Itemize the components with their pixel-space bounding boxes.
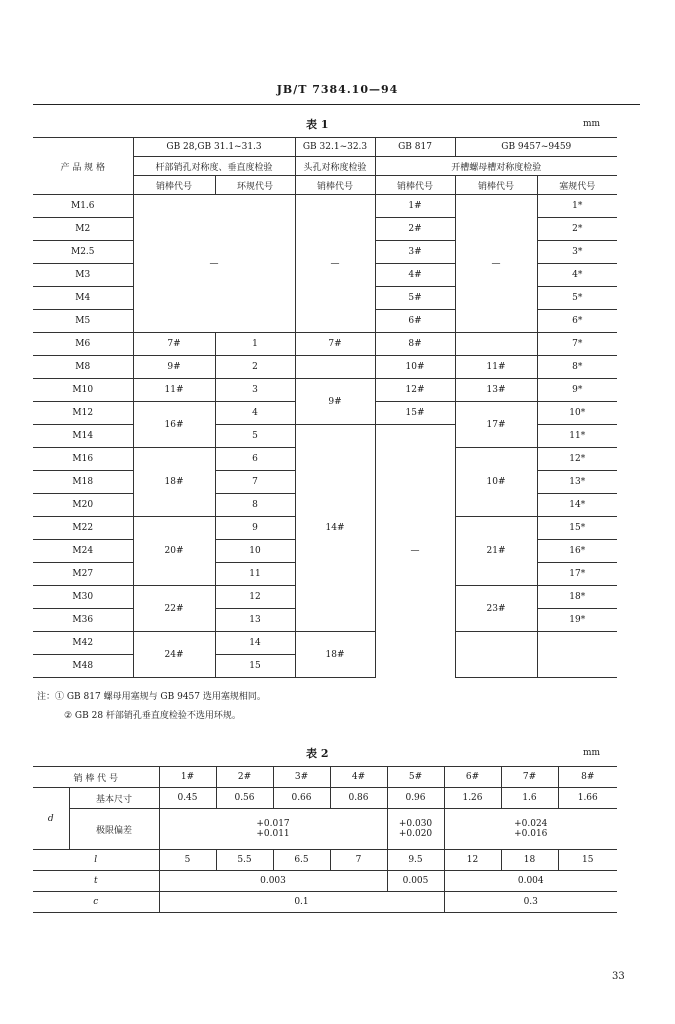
ring-cell: 9 — [215, 517, 295, 540]
spec-cell: M14 — [33, 425, 133, 448]
g1-pin-cell: 20# — [133, 517, 215, 586]
l-label: l — [33, 850, 159, 871]
t-value: 0.005 — [387, 871, 444, 892]
ring-cell: 15 — [215, 655, 295, 678]
g3-pin-cell: 8# — [375, 333, 455, 356]
ring-cell: 2 — [215, 356, 295, 379]
tolerance-lower: +0.016 — [514, 829, 548, 839]
t-value: 0.004 — [444, 871, 617, 892]
t-value: 0.003 — [159, 871, 387, 892]
table2 — [33, 766, 617, 913]
g1-pin-cell: 24# — [133, 632, 215, 678]
plug-cell: 6* — [537, 310, 617, 333]
l-value: 9.5 — [387, 850, 444, 871]
tolerance-label: 极限偏差 — [69, 809, 159, 850]
g34-description: 开槽螺母槽对称度检验 — [375, 157, 617, 176]
spec-cell: M3 — [33, 264, 133, 287]
tolerance-group-a — [159, 809, 387, 850]
spec-cell: M48 — [33, 655, 133, 678]
plug-cell: 1* — [537, 195, 617, 218]
ring-cell: 3 — [215, 379, 295, 402]
table1-unit: mm — [583, 119, 601, 129]
g2-pin-cell: 14# — [295, 425, 375, 632]
g4-pin-cell: 11# — [455, 356, 537, 379]
table1-title: 表 1 — [306, 118, 329, 131]
l-value: 5.5 — [216, 850, 273, 871]
spec-cell: M10 — [33, 379, 133, 402]
ring-cell: 11 — [215, 563, 295, 586]
spec-cell: M1.6 — [33, 195, 133, 218]
ring-cell: 14 — [215, 632, 295, 655]
plug-cell: 19* — [537, 609, 617, 632]
header-rule — [33, 104, 640, 105]
plug-cell: 5* — [537, 287, 617, 310]
ring-cell: 13 — [215, 609, 295, 632]
basic-size: 0.56 — [216, 788, 273, 809]
pin-code: 7# — [501, 767, 558, 788]
ring-cell: 1 — [215, 333, 295, 356]
g1-pin-cell: 11# — [133, 379, 215, 402]
g3-pin-cell: 12# — [375, 379, 455, 402]
tolerance-upper: +0.030 — [398, 819, 433, 829]
col-g4-pin: 销棒代号 — [455, 176, 537, 195]
g2-dash: — — [295, 195, 375, 333]
l-value: 18 — [501, 850, 558, 871]
g2-pin-cell: 18# — [295, 632, 375, 678]
g1-standard: GB 28,GB 31.1~31.3 — [133, 138, 295, 157]
plug-cell: 2* — [537, 218, 617, 241]
g2-pin-empty — [295, 356, 375, 379]
plug-cell: 12* — [537, 448, 617, 471]
plug-cell: 18* — [537, 586, 617, 609]
basic-size: 1.26 — [444, 788, 501, 809]
g3-dash: — — [375, 425, 455, 678]
plug-cell: 17* — [537, 563, 617, 586]
g1-pin-cell: 18# — [133, 448, 215, 517]
spec-cell: M8 — [33, 356, 133, 379]
basic-size: 1.66 — [558, 788, 617, 809]
tolerance-lower: +0.011 — [256, 829, 290, 839]
g1-description: 杆部销孔对称度、垂直度检验 — [133, 157, 295, 176]
basic-size: 0.96 — [387, 788, 444, 809]
spec-cell: M4 — [33, 287, 133, 310]
note-2: ② GB 28 杆部销孔垂直度检验不选用环规。 — [64, 711, 241, 721]
col-g3-pin: 销棒代号 — [375, 176, 455, 195]
plug-cell: 11* — [537, 425, 617, 448]
g4-pin-empty — [455, 333, 537, 356]
l-value: 12 — [444, 850, 501, 871]
plug-cell: 9* — [537, 379, 617, 402]
spec-cell: M18 — [33, 471, 133, 494]
pin-code: 2# — [216, 767, 273, 788]
g2-pin-cell: 7# — [295, 333, 375, 356]
spec-cell: M36 — [33, 609, 133, 632]
l-value: 15 — [558, 850, 617, 871]
g1-dash: — — [133, 195, 295, 333]
basic-size-label: 基本尺寸 — [69, 788, 159, 809]
spec-cell: M22 — [33, 517, 133, 540]
spec-cell: M42 — [33, 632, 133, 655]
g2-pin-cell: 9# — [295, 379, 375, 425]
basic-size: 0.45 — [159, 788, 216, 809]
tolerance-upper: +0.024 — [514, 819, 548, 829]
product-spec-header: 产 品 规 格 — [33, 138, 133, 195]
col-g1-ring: 环规代号 — [215, 176, 295, 195]
g4-pin-cell: 23# — [455, 586, 537, 632]
g4-pin-cell: 10# — [455, 448, 537, 517]
spec-cell: M20 — [33, 494, 133, 517]
spec-cell: M12 — [33, 402, 133, 425]
ring-cell: 10 — [215, 540, 295, 563]
ring-cell: 8 — [215, 494, 295, 517]
basic-size: 0.86 — [330, 788, 387, 809]
ring-cell: 12 — [215, 586, 295, 609]
plug-cell: 14* — [537, 494, 617, 517]
plug-cell: 10* — [537, 402, 617, 425]
plug-cell: 3* — [537, 241, 617, 264]
spec-cell: M2.5 — [33, 241, 133, 264]
plug-cell: 8* — [537, 356, 617, 379]
g4-dash: — — [455, 195, 537, 333]
g4-pin-cell: 17# — [455, 402, 537, 448]
spec-cell: M30 — [33, 586, 133, 609]
c-label: c — [33, 892, 159, 913]
g1-pin-cell: 7# — [133, 333, 215, 356]
spec-cell: M6 — [33, 333, 133, 356]
g2-description: 头孔对称度检验 — [295, 157, 375, 176]
plug-empty — [537, 632, 617, 678]
spec-cell: M27 — [33, 563, 133, 586]
table2-unit: mm — [583, 748, 601, 758]
g2-standard: GB 32.1~32.3 — [295, 138, 375, 157]
tolerance-group-b — [387, 809, 444, 850]
t-label: t — [33, 871, 159, 892]
table1 — [33, 137, 617, 678]
g3-pin-cell: 5# — [375, 287, 455, 310]
g3-pin-cell: 6# — [375, 310, 455, 333]
basic-size: 0.66 — [273, 788, 330, 809]
g3-pin-cell: 4# — [375, 264, 455, 287]
col-g1-pin: 销棒代号 — [133, 176, 215, 195]
c-value: 0.3 — [444, 892, 617, 913]
pin-code: 5# — [387, 767, 444, 788]
plug-cell: 15* — [537, 517, 617, 540]
g4-standard: GB 9457~9459 — [455, 138, 617, 157]
g3-pin-cell: 1# — [375, 195, 455, 218]
pin-code: 3# — [273, 767, 330, 788]
pin-code-label: 销 棒 代 号 — [33, 767, 159, 788]
plug-cell: 7* — [537, 333, 617, 356]
spec-cell: M2 — [33, 218, 133, 241]
col-plug: 塞规代号 — [537, 176, 617, 195]
d-label: d — [33, 788, 69, 850]
document-header: JB/T 7384.10—94 — [276, 83, 399, 96]
ring-cell: 7 — [215, 471, 295, 494]
g4-pin-cell: 21# — [455, 517, 537, 586]
spec-cell: M5 — [33, 310, 133, 333]
g3-standard: GB 817 — [375, 138, 455, 157]
spec-cell: M16 — [33, 448, 133, 471]
ring-cell: 5 — [215, 425, 295, 448]
plug-cell: 13* — [537, 471, 617, 494]
g1-pin-cell: 16# — [133, 402, 215, 448]
tolerance-upper: +0.017 — [256, 819, 290, 829]
g4-pin-cell: 13# — [455, 379, 537, 402]
pin-code: 6# — [444, 767, 501, 788]
pin-code: 8# — [558, 767, 617, 788]
note-1: 注：① GB 817 螺母用塞规与 GB 9457 选用塞规相同。 — [37, 692, 266, 702]
l-value: 5 — [159, 850, 216, 871]
ring-cell: 4 — [215, 402, 295, 425]
g3-pin-cell: 10# — [375, 356, 455, 379]
pin-code: 1# — [159, 767, 216, 788]
page-number: 33 — [612, 971, 625, 982]
g3-pin-cell: 2# — [375, 218, 455, 241]
g1-pin-cell: 22# — [133, 586, 215, 632]
spec-cell: M24 — [33, 540, 133, 563]
l-value: 6.5 — [273, 850, 330, 871]
tolerance-lower: +0.020 — [398, 829, 433, 839]
ring-cell: 6 — [215, 448, 295, 471]
l-value: 7 — [330, 850, 387, 871]
plug-cell: 16* — [537, 540, 617, 563]
plug-cell: 4* — [537, 264, 617, 287]
tolerance-group-c — [444, 809, 617, 850]
pin-code: 4# — [330, 767, 387, 788]
g4-pin-empty — [455, 632, 537, 678]
g3-pin-cell: 3# — [375, 241, 455, 264]
col-g2-pin: 销棒代号 — [295, 176, 375, 195]
g3-pin-cell: 15# — [375, 402, 455, 425]
table2-title: 表 2 — [306, 747, 329, 760]
g1-pin-cell: 9# — [133, 356, 215, 379]
basic-size: 1.6 — [501, 788, 558, 809]
c-value: 0.1 — [159, 892, 444, 913]
